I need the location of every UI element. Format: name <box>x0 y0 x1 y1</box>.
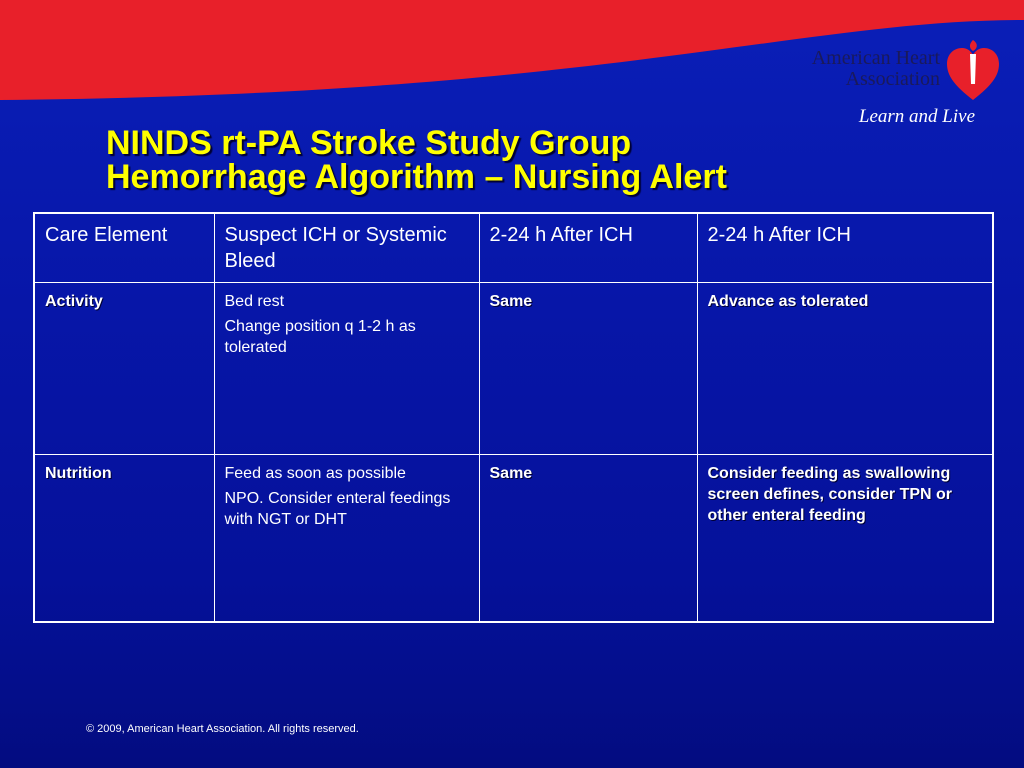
slide-title-line2: Hemorrhage Algorithm – Nursing Alert <box>106 158 727 196</box>
logo-name-line1: American Heart <box>811 47 940 69</box>
cell-after-ich-2: Advance as tolerated <box>697 283 993 455</box>
header-suspect-ich: Suspect ICH or Systemic Bleed <box>214 213 479 283</box>
logo-name-line2: Association <box>845 68 940 90</box>
table-row <box>34 283 993 455</box>
cell-after-ich-1: Same <box>479 283 697 455</box>
copyright-footer: © 2009, American Heart Association. All rights reserved. <box>86 723 359 735</box>
cell-suspect-line: Bed rest <box>224 293 285 310</box>
table-row <box>34 455 993 623</box>
cell-element: Nutrition <box>34 455 214 623</box>
logo-name <box>790 48 940 90</box>
header-care-element: Care Element <box>34 213 214 283</box>
heart-torch-icon <box>943 38 1003 104</box>
slide-title-line1: NINDS rt-PA Stroke Study Group <box>106 124 632 162</box>
slide-title <box>106 126 906 194</box>
cell-suspect <box>214 455 479 623</box>
cell-suspect-line: Change position q 1-2 h as tolerated <box>224 318 416 356</box>
aha-logo <box>790 38 1020 133</box>
cell-suspect <box>214 283 479 455</box>
table-header-row <box>34 213 993 283</box>
header-after-ich-1: 2-24 h After ICH <box>479 213 697 283</box>
logo-tagline: Learn and Live <box>858 106 975 127</box>
cell-after-ich-1: Same <box>479 455 697 623</box>
cell-element: Activity <box>34 283 214 455</box>
header-after-ich-2: 2-24 h After ICH <box>697 213 993 283</box>
cell-suspect-line: NPO. Consider enteral feedings with NGT or DHT <box>224 490 451 528</box>
cell-suspect-line: Feed as soon as possible <box>224 465 406 482</box>
cell-after-ich-2: Consider feeding as swallowing screen defines, consider TPN or other enteral feeding <box>697 455 993 623</box>
nursing-alert-table <box>33 212 994 623</box>
